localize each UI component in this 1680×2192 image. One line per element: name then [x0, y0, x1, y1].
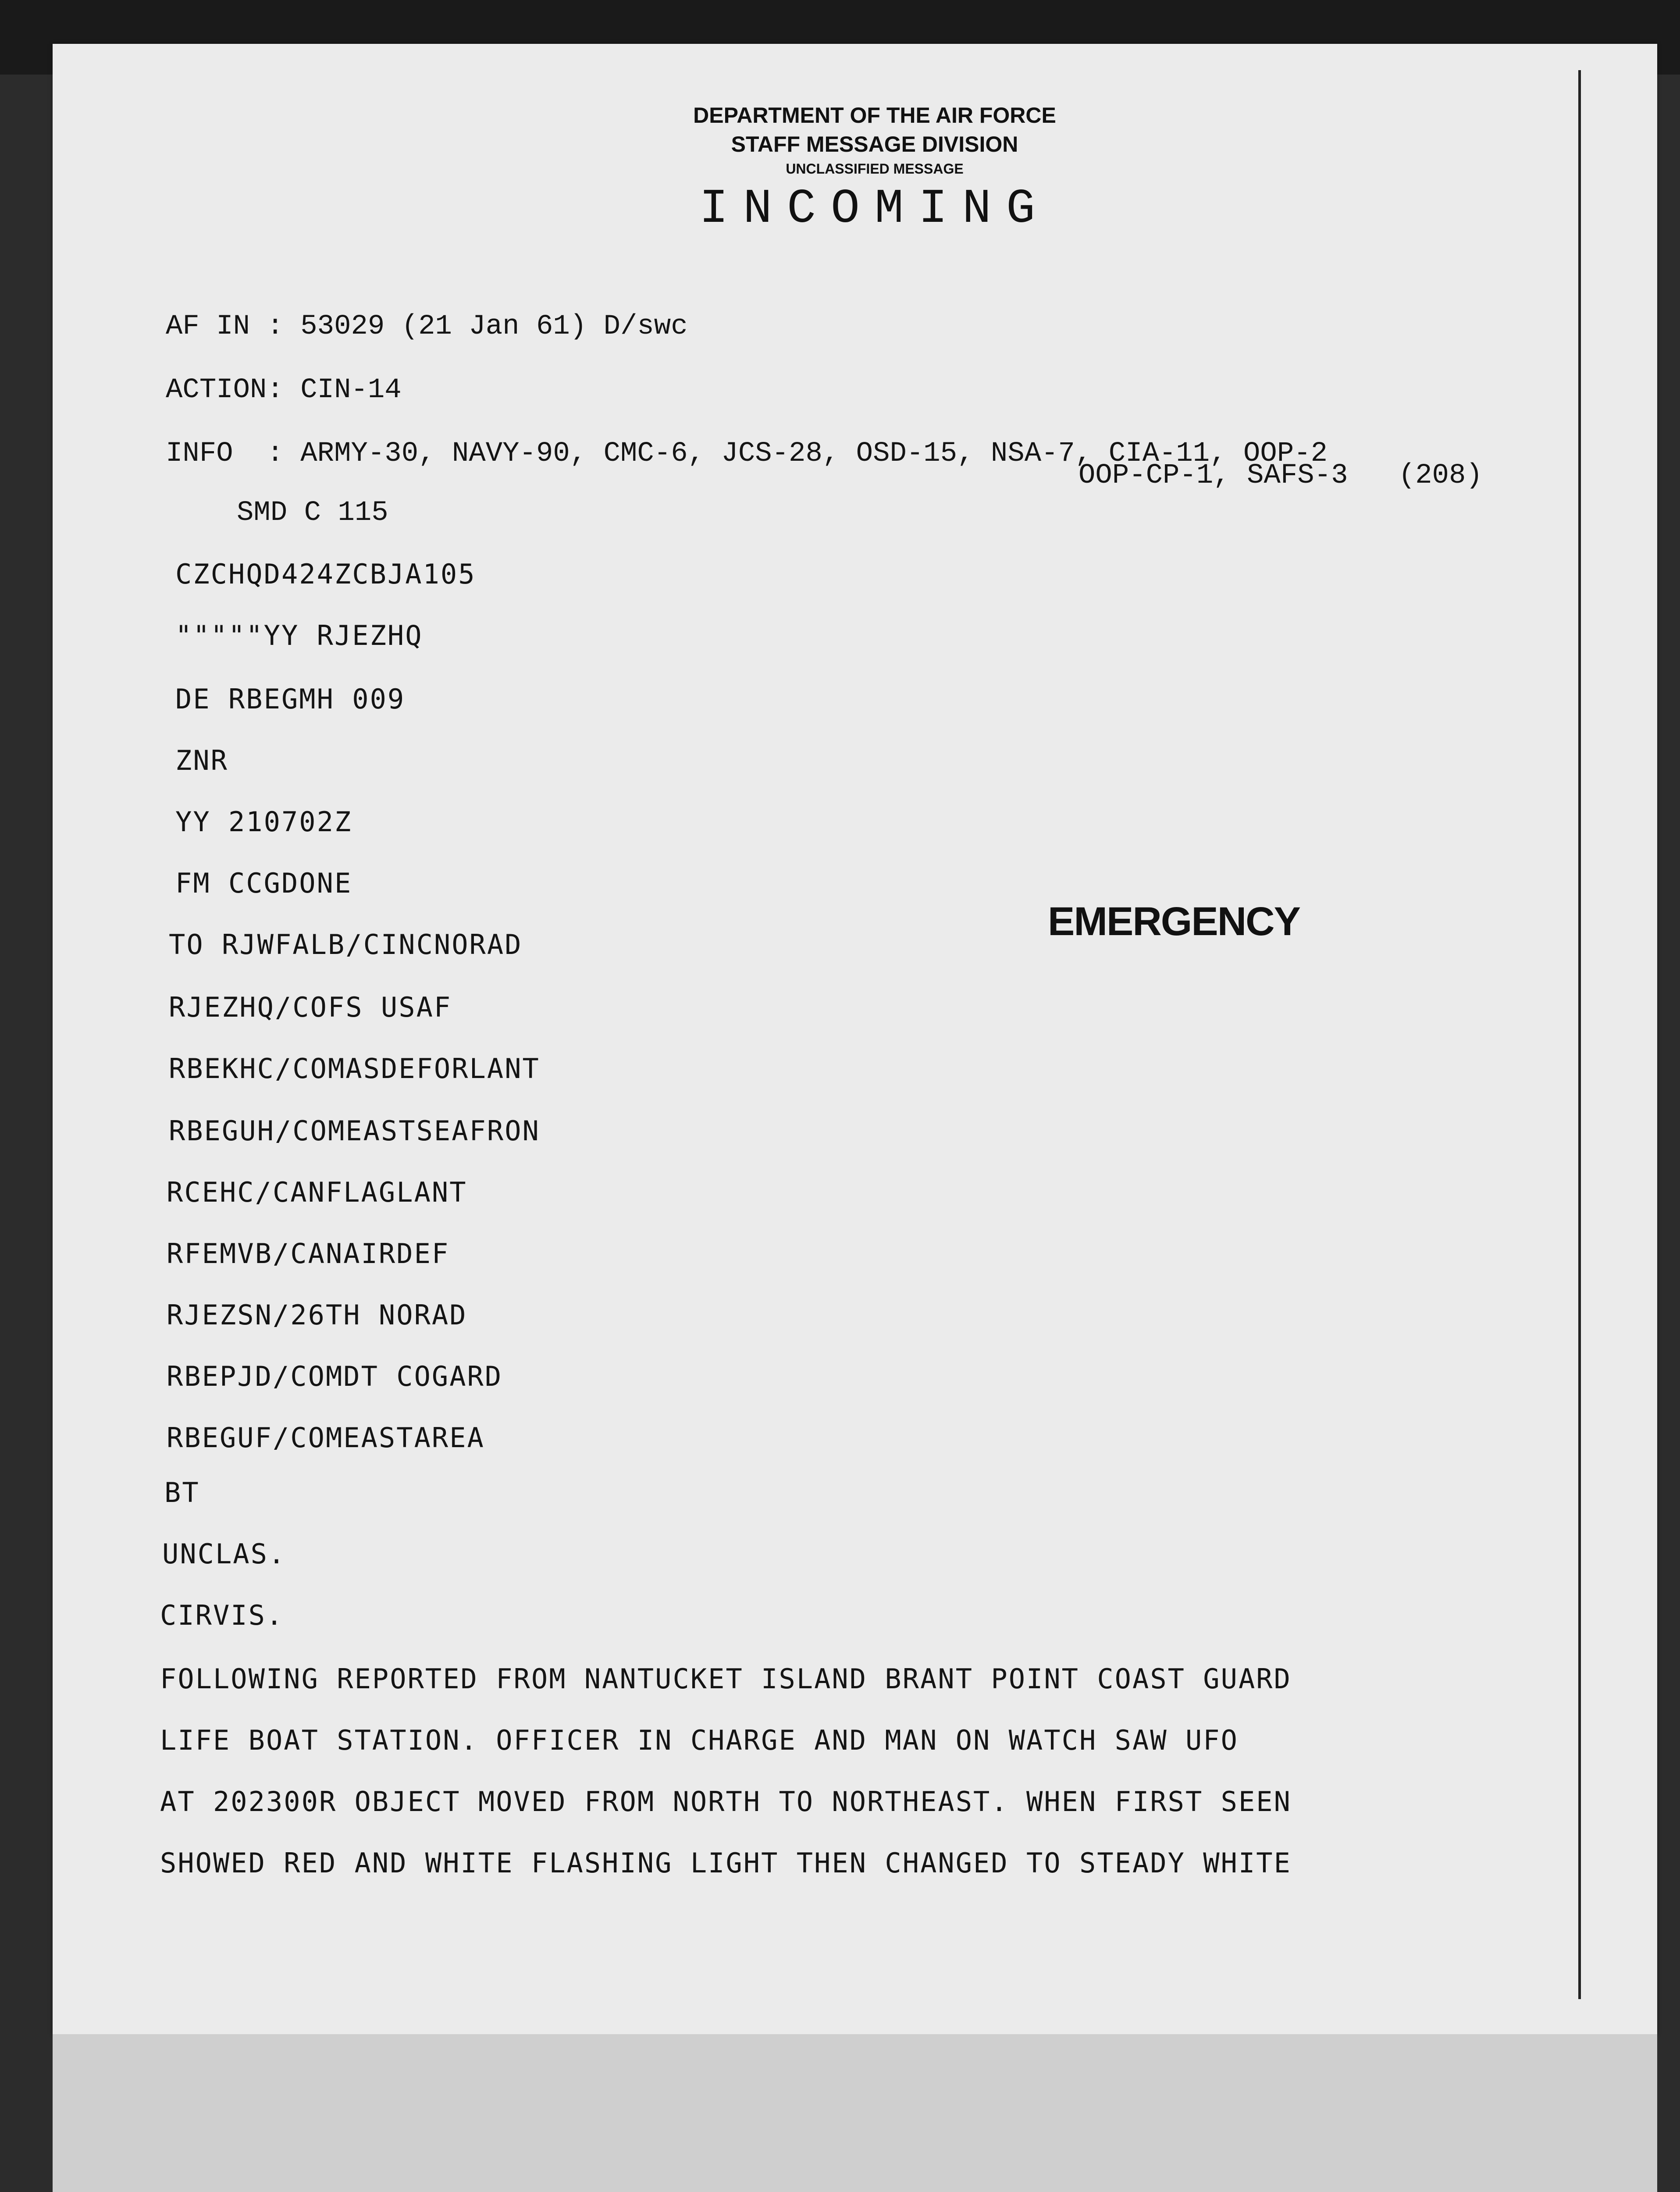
message-line: CZCHQD424ZCBJA105 [175, 558, 476, 590]
message-line: YY 210702Z [175, 806, 352, 838]
action-line: ACTION: CIN-14 [166, 374, 402, 406]
message-line: FM CCGDONE [175, 867, 352, 899]
message-line: ZNR [175, 744, 228, 776]
body-line: AT 202300R OBJECT MOVED FROM NORTH TO NORTHEAST. WHEN FIRST SEEN [160, 1786, 1292, 1818]
info-line-2: OOP-CP-1, SAFS-3 (208) [1078, 460, 1483, 491]
smd-line: SMD C 115 [237, 497, 388, 529]
message-line: TO RJWFALB/CINCNORAD [169, 929, 523, 961]
emergency-stamp: EMERGENCY [1048, 899, 1300, 944]
body-line: FOLLOWING REPORTED FROM NANTUCKET ISLAND BRANT POINT COAST GUARD [160, 1663, 1292, 1695]
message-line: DE RBEGMH 009 [175, 683, 406, 715]
sheet-lower-margin [53, 2034, 1657, 2192]
message-line: RBEPJD/COMDT COGARD [167, 1360, 503, 1392]
message-line: RJEZHQ/COFS USAF [169, 991, 452, 1023]
body-line: LIFE BOAT STATION. OFFICER IN CHARGE AND MAN ON WATCH SAW UFO [160, 1724, 1239, 1756]
message-line: BT [164, 1477, 200, 1509]
message-line: RBEKHC/COMASDEFORLANT [169, 1053, 540, 1085]
message-line: RCEHC/CANFLAGLANT [167, 1176, 467, 1208]
department-title: DEPARTMENT OF THE AIR FORCE [693, 103, 1056, 128]
message-line: RBEGUH/COMEASTSEAFRON [169, 1115, 540, 1147]
af-in-line: AF IN : 53029 (21 Jan 61) D/swc [166, 311, 688, 342]
message-line: UNCLAS. [162, 1538, 286, 1570]
message-line: RBEGUF/COMEASTAREA [167, 1422, 485, 1454]
message-line: RJEZSN/26TH NORAD [167, 1299, 467, 1331]
direction-label: INCOMING [699, 182, 1050, 237]
message-line: """""YY RJEZHQ [175, 619, 423, 651]
page-edge-line [1578, 70, 1581, 1999]
body-line: SHOWED RED AND WHITE FLASHING LIGHT THEN CHANGED TO STEADY WHITE [160, 1847, 1292, 1879]
info-line-1: INFO : ARMY-30, NAVY-90, CMC-6, JCS-28, OSD-15, NSA-7, CIA-11, OOP-2 [166, 438, 1328, 470]
division-title: STAFF MESSAGE DIVISION [731, 132, 1018, 157]
classification-label: UNCLASSIFIED MESSAGE [786, 161, 964, 177]
message-header [605, 101, 1144, 240]
message-line: CIRVIS. [160, 1599, 284, 1631]
message-line: RFEMVB/CANAIRDEF [167, 1238, 450, 1270]
